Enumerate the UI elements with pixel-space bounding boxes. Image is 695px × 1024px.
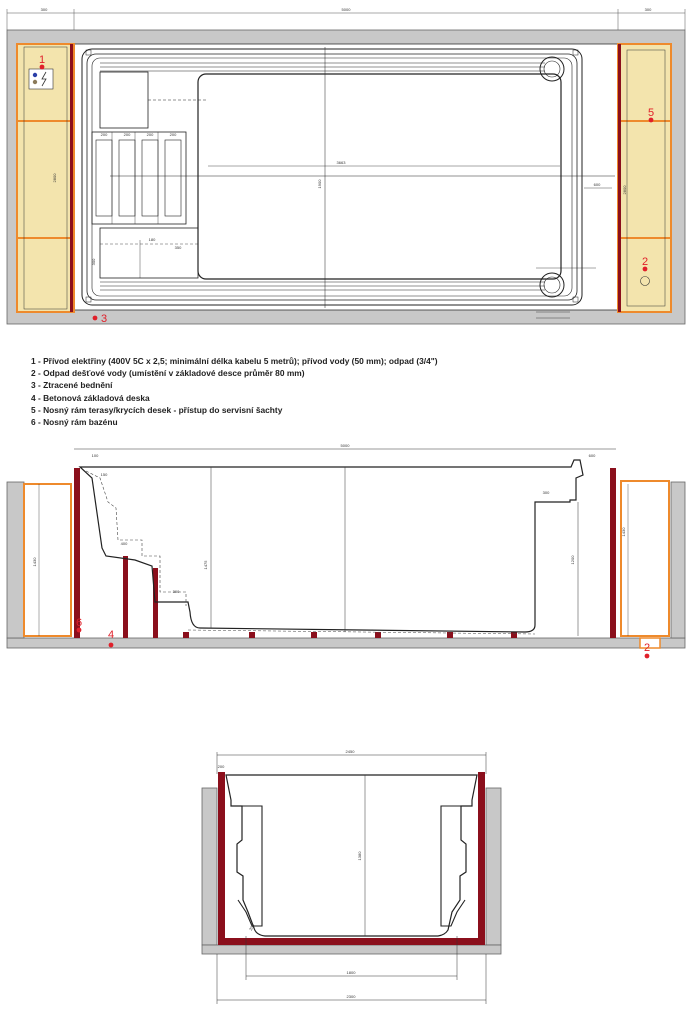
marker-1: 1	[38, 54, 46, 66]
legend-item-6: 6 - Nosný rám bazénu	[31, 417, 118, 428]
frame-post-right	[610, 468, 616, 638]
drain-icon	[33, 80, 37, 84]
pool-cross-profile	[226, 775, 477, 936]
dim-right-depth: 2800	[622, 185, 627, 195]
legend-item-2: 2 - Odpad dešťové vody (umístění v základové desce průměr 80 mm)	[31, 368, 305, 379]
dim-base: 2300	[346, 994, 356, 999]
right-terrace-frame	[618, 44, 671, 312]
dim-side-height: 1430	[32, 557, 37, 567]
marker-4: 4	[107, 629, 115, 641]
marker-6: 6	[75, 617, 83, 629]
pool-area	[74, 44, 618, 310]
legend-item-5: 5 - Nosný rám terasy/krycích desek - přístup do servisní šachty	[31, 404, 283, 415]
marker-2-section: 2	[643, 642, 651, 654]
dim-bench-w: 350	[174, 245, 182, 250]
dim-edge-right: 600	[588, 453, 596, 458]
dim-right-offset: 600	[593, 182, 601, 187]
dim-inlet: 100	[91, 453, 99, 458]
dim-step-w4: 200	[169, 132, 177, 137]
dim-shelf: 300	[542, 490, 550, 495]
legend-item-3: 3 - Ztracené bednění	[31, 380, 113, 391]
legend-item-1: 1 - Přívod elektřiny (400V 5C x 2,5; minimální délka kabelu 5 metrů); přívod vody (50 mm); odpad (3/4")	[31, 356, 438, 366]
dim-corner: 300	[91, 258, 96, 266]
dim-width-inner: 1900	[317, 179, 322, 189]
legend-list	[31, 355, 438, 428]
marker-2: 2	[641, 256, 649, 268]
plan-view	[7, 7, 685, 325]
water-inlet-icon	[33, 73, 37, 77]
dim-bench-len: 180	[148, 237, 156, 242]
dim-cross-bench: 200	[247, 923, 256, 932]
dim-floor: 1800	[346, 970, 356, 975]
dim-step-w2: 200	[123, 132, 131, 137]
dim-right-height: 1430	[621, 527, 626, 537]
dim-long-total: 5000	[340, 443, 350, 448]
dim-top-left: 300	[40, 7, 48, 12]
dim-top-total: 5000	[341, 7, 351, 12]
dim-top-right: 300	[644, 7, 652, 12]
legend-item-4: 4 - Betonová základová deska	[31, 392, 150, 403]
dim-cross-edge: 200	[217, 764, 225, 769]
frame-post-left	[74, 468, 83, 638]
marker-3: 3	[101, 313, 108, 325]
dim-step-h: 150	[100, 472, 108, 477]
dim-step-w1: 200	[100, 132, 108, 137]
dim-width-top: 2450	[345, 749, 355, 754]
cross-frame	[218, 772, 485, 945]
dim-left-depth: 2800	[52, 173, 57, 183]
dim-step-w3: 200	[146, 132, 154, 137]
dim-bench-run: 300	[172, 589, 180, 594]
marker-5: 5	[647, 107, 655, 119]
cross-base-slab	[202, 945, 501, 954]
dim-step-run: 400	[120, 541, 128, 546]
dim-depth: 1475	[203, 560, 208, 570]
cross-section	[202, 749, 501, 1004]
long-section	[7, 443, 685, 658]
utility-box	[29, 69, 53, 89]
dim-shelf-depth: 1200	[570, 555, 575, 565]
dim-length-inner: 3663	[336, 160, 346, 165]
dim-cross-depth: 1380	[357, 851, 362, 861]
